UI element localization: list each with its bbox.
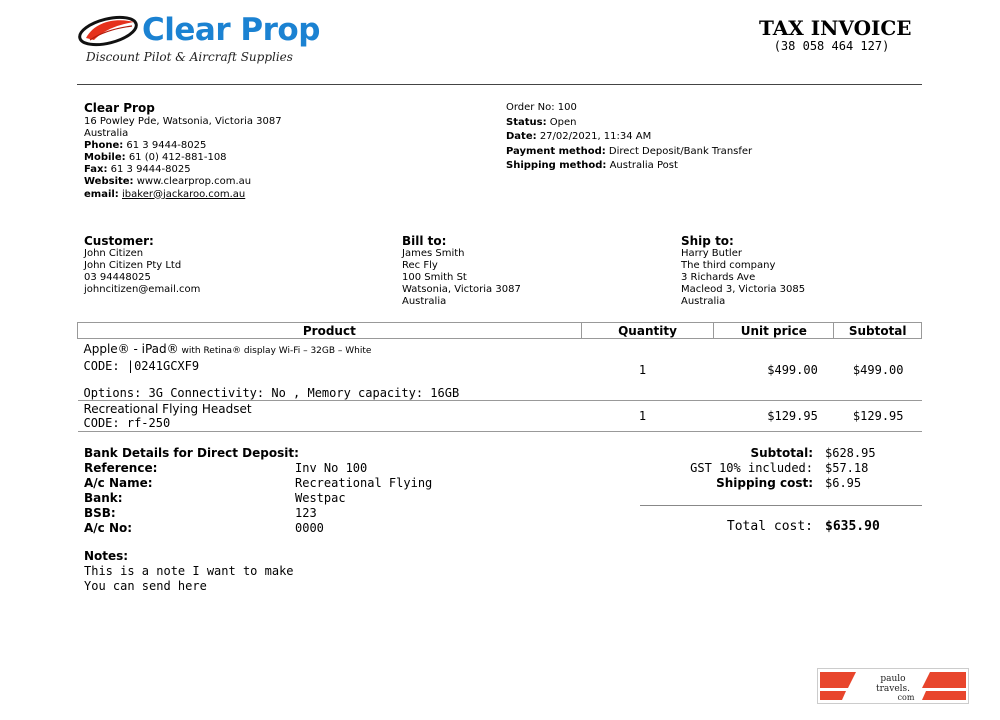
shipping-cost-value: $6.95	[825, 476, 862, 490]
mobile-label: Mobile:	[84, 152, 126, 164]
order-status	[506, 116, 752, 131]
bill-to-heading: Bill to:	[402, 234, 447, 248]
email-label: email:	[84, 188, 119, 200]
unit-price-cell: $499.00	[767, 362, 818, 377]
company-fax	[84, 164, 282, 176]
company-details	[84, 101, 282, 201]
quantity-cell: 1	[638, 409, 647, 423]
phone-value: 61 3 9444-8025	[126, 140, 207, 152]
customer-line: John Citizen Pty Ltd	[84, 260, 182, 272]
bank-reference-row	[84, 461, 432, 476]
reference-value: Inv No 100	[295, 461, 368, 475]
items-table	[77, 322, 922, 432]
bank-bank-row	[84, 491, 432, 506]
quantity-column-header: Quantity	[581, 323, 714, 339]
subtotal-column-header: Subtotal	[834, 323, 922, 339]
shipping-value: Australia Post	[609, 160, 678, 172]
customer-line: John Citizen	[84, 248, 144, 259]
order-shipping-method	[506, 159, 752, 174]
company-name: Clear Prop	[84, 101, 155, 115]
mobile-value: 61 (0) 412-881-108	[128, 152, 227, 164]
product-name-main: Apple® - iPad®	[83, 342, 179, 356]
email-link[interactable]: ibaker@jackaroo.com.au	[122, 188, 246, 200]
paulo-travels-watermark-icon	[817, 668, 969, 704]
reference-label: Reference:	[84, 461, 158, 475]
fax-value: 61 3 9444-8025	[110, 164, 191, 176]
bank-heading: Bank Details for Direct Deposit:	[84, 446, 299, 460]
shipping-label: Shipping method:	[506, 160, 607, 172]
gst-value: $57.18	[825, 461, 869, 475]
ship-to-line: Harry Butler	[681, 248, 742, 259]
acno-value: 0000	[295, 521, 324, 535]
gst-label: GST 10% included:	[690, 461, 813, 475]
unit-price-column-header: Unit price	[714, 323, 834, 339]
fax-label: Fax:	[84, 164, 108, 176]
table-row	[78, 401, 922, 432]
table-row	[78, 339, 922, 401]
product-options: Options: 3G Connectivity: No , Memory capacity: 16GB	[83, 386, 460, 400]
bill-to-line: 100 Smith St	[402, 272, 467, 284]
status-label: Status:	[506, 116, 547, 128]
company-address-country: Australia	[84, 128, 129, 140]
notes-line: This is a note I want to make	[84, 564, 294, 578]
subtotal-cell: $129.95	[852, 409, 904, 423]
bank-bsb-row	[84, 506, 432, 521]
date-label: Date:	[506, 131, 537, 143]
company-mobile	[84, 152, 282, 164]
ship-to-line: Australia	[681, 296, 726, 308]
order-payment-method	[506, 145, 752, 160]
notes-heading: Notes:	[84, 549, 129, 563]
phone-label: Phone:	[84, 140, 124, 152]
quantity-cell: 1	[638, 362, 647, 377]
customer-heading: Customer:	[84, 234, 154, 248]
product-name-detail: with Retina® display Wi-Fi – 32GB – White	[178, 346, 372, 356]
logo-name: Clear Prop	[142, 12, 320, 48]
status-value: Open	[549, 116, 577, 128]
total-cost-label: Total cost:	[726, 519, 813, 534]
order-no-value: 100	[557, 102, 577, 113]
total-cost-row	[640, 519, 922, 534]
total-cost-value: $635.90	[825, 519, 880, 534]
shipping-cost-label: Shipping cost:	[716, 476, 813, 490]
notes-block	[84, 549, 294, 594]
invoice-title: TAX INVOICE	[759, 16, 912, 40]
watermark-line3: com	[897, 693, 915, 702]
acname-label: A/c Name:	[84, 476, 153, 490]
bank-acno-row	[84, 521, 432, 536]
table-header-row	[78, 323, 922, 339]
product-code: CODE: rf-250	[83, 416, 171, 430]
ship-to-line: The third company	[681, 260, 776, 272]
subtotal-row	[640, 446, 922, 461]
date-value: 27/02/2021, 11:34 AM	[539, 131, 652, 143]
ship-to-block	[681, 234, 805, 308]
company-website	[84, 176, 282, 188]
bank-label: Bank:	[84, 491, 123, 505]
ship-to-line: Macleod 3, Victoria 3085	[681, 284, 806, 296]
product-name: Recreational Flying Headset	[83, 402, 252, 416]
website-label: Website:	[84, 176, 134, 188]
ship-to-heading: Ship to:	[681, 234, 734, 248]
bill-to-line: Australia	[402, 296, 447, 308]
product-name	[84, 342, 582, 356]
order-details	[506, 101, 752, 174]
payment-value: Direct Deposit/Bank Transfer	[608, 145, 753, 157]
invoice-abn: (38 058 464 127)	[773, 39, 890, 53]
watermark-line1: paulo	[880, 674, 906, 684]
customer-block	[84, 234, 200, 296]
subtotal-cell: $499.00	[852, 362, 904, 377]
bank-details	[84, 446, 432, 536]
order-date	[506, 130, 752, 145]
subtotal-label: Subtotal:	[750, 446, 813, 460]
bank-value: Westpac	[295, 491, 346, 505]
order-number	[506, 101, 752, 116]
bill-to-line: Watsonia, Victoria 3087	[402, 284, 521, 296]
bsb-value: 123	[295, 506, 317, 520]
subtotal-value: $628.95	[825, 446, 876, 460]
logo-tagline: Discount Pilot & Aircraft Supplies	[86, 50, 293, 64]
product-cell	[78, 339, 582, 401]
acno-label: A/c No:	[84, 521, 133, 535]
notes-line: You can send here	[84, 579, 207, 593]
header-divider	[77, 84, 922, 85]
acname-value: Recreational Flying	[295, 476, 433, 490]
shipping-cost-row	[640, 476, 922, 491]
bill-to-line: James Smith	[402, 248, 465, 259]
product-code: CODE: |0241GCXF9	[83, 359, 200, 373]
ship-to-line: 3 Richards Ave	[681, 272, 756, 284]
product-column-header: Product	[78, 323, 582, 339]
totals-block	[640, 446, 922, 491]
product-cell	[78, 401, 582, 432]
bank-acname-row	[84, 476, 432, 491]
bsb-label: BSB:	[84, 506, 116, 520]
unit-price-cell: $129.95	[767, 409, 818, 423]
customer-line: johncitizen@email.com	[84, 284, 201, 296]
watermark-line2: travels.	[875, 684, 911, 694]
bill-to-line: Rec Fly	[402, 260, 438, 272]
totals-divider	[640, 505, 922, 506]
company-phone	[84, 140, 282, 152]
gst-row	[640, 461, 922, 476]
company-email	[84, 189, 282, 201]
customer-line: 03 94448025	[84, 272, 151, 284]
order-no-label: Order No:	[506, 102, 555, 113]
payment-label: Payment method:	[506, 145, 606, 157]
bill-to-block	[402, 234, 521, 308]
company-address-line: 16 Powley Pde, Watsonia, Victoria 3087	[84, 116, 282, 127]
website-value: www.clearprop.com.au	[136, 176, 252, 188]
